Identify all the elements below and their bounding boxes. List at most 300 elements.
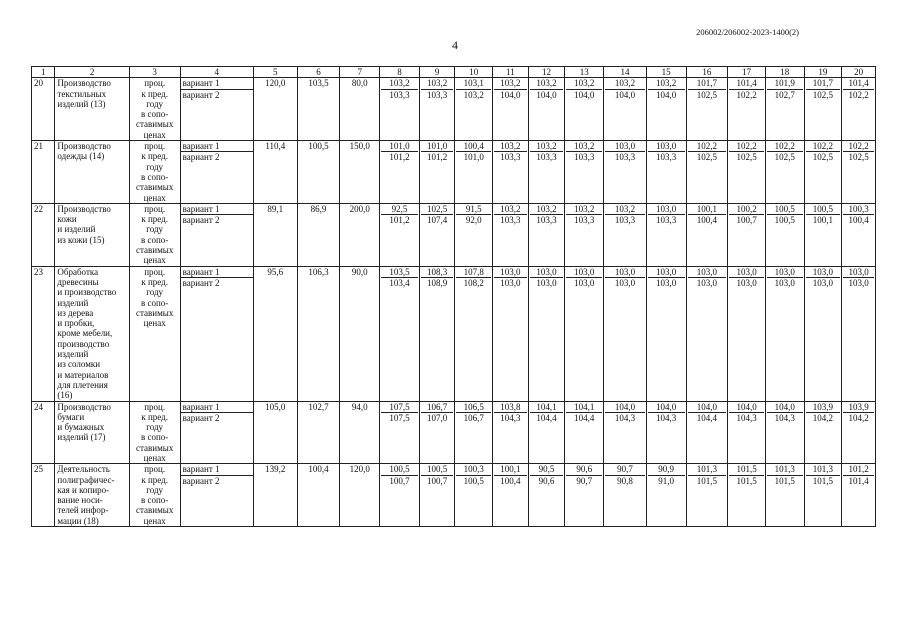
variant1-value: 103,2 <box>605 78 645 89</box>
forecast-value-cell <box>528 141 565 204</box>
variant2-value: 101,2 <box>389 215 410 226</box>
unit-line: ценах <box>143 318 166 329</box>
variant-label: вариант 2 <box>182 215 220 226</box>
forecast-value-cell <box>686 203 728 266</box>
column-number: 10 <box>455 67 493 78</box>
forecast-value-cell <box>646 464 686 527</box>
unit-line: ценах <box>143 192 166 203</box>
variant2-value: 103,0 <box>574 277 595 288</box>
forecast-value-cell <box>604 141 647 204</box>
column-number: 17 <box>728 67 766 78</box>
unit-line: ставимых <box>135 307 174 318</box>
forecast-value-cell <box>419 203 455 266</box>
indicator-name-line: и пробки, <box>57 318 95 329</box>
variant2-value: 100,4 <box>500 475 521 486</box>
variant1-value: 101,3 <box>767 464 803 475</box>
variant2-value: 101,2 <box>389 152 410 163</box>
indicator-name <box>55 203 129 266</box>
variant1-value: 103,2 <box>530 78 564 89</box>
variant1-value: 102,2 <box>729 141 764 152</box>
column-number: 16 <box>686 67 728 78</box>
variant1-value: 101,3 <box>688 464 727 475</box>
variant1-value: 106,5 <box>456 402 491 413</box>
indicator-name <box>55 78 129 141</box>
variant-labels <box>180 141 253 204</box>
unit-line: ценах <box>143 515 166 526</box>
variant2-value: 103,3 <box>500 215 521 226</box>
variant1-value: 103,2 <box>530 204 564 215</box>
indicator-name-line: Деятельность <box>57 464 110 475</box>
column-number: 12 <box>528 67 565 78</box>
column-number: 7 <box>340 67 380 78</box>
indicator-name <box>55 266 129 401</box>
unit-line: году <box>146 484 164 495</box>
variant2-value: 101,5 <box>736 475 757 486</box>
variant1-value: 103,0 <box>729 267 764 278</box>
forecast-value-cell <box>804 464 842 527</box>
variant1-value: 103,0 <box>605 141 645 152</box>
unit-of-measure <box>129 401 180 464</box>
variant1-value: 100,5 <box>806 204 841 215</box>
forecast-value-cell <box>842 464 876 527</box>
variant1-value: 103,5 <box>381 267 418 278</box>
variant1-value: 100,3 <box>843 204 874 215</box>
variant1-value: 104,0 <box>729 402 764 413</box>
table-row <box>32 78 876 141</box>
variant2-value: 102,5 <box>696 152 717 163</box>
forecast-value-cell <box>804 401 842 464</box>
variant2-value: 104,2 <box>812 412 834 423</box>
forecast-value-cell <box>565 203 604 266</box>
unit-line: в сопо- <box>141 432 169 443</box>
variant1-value: 104,0 <box>605 402 645 413</box>
value-c7: 200,0 <box>340 203 380 266</box>
forecast-value-cell <box>686 141 728 204</box>
variant2-value: 103,0 <box>736 277 757 288</box>
row-number: 21 <box>32 141 55 204</box>
variant2-value: 104,0 <box>574 89 595 100</box>
variant1-value: 102,2 <box>806 141 841 152</box>
variant1-value: 103,2 <box>494 204 527 215</box>
forecast-value-cell <box>419 141 455 204</box>
variant1-value: 103,0 <box>806 267 841 278</box>
forecast-value-cell <box>528 78 565 141</box>
forecast-value-cell <box>604 266 647 401</box>
forecast-value-cell <box>765 464 804 527</box>
forecast-value-cell <box>842 203 876 266</box>
unit-line: году <box>146 224 164 235</box>
variant1-value: 107,5 <box>381 402 418 413</box>
column-number: 4 <box>180 67 253 78</box>
unit-line: проц. <box>144 464 166 475</box>
indicator-name-line: для плетения <box>57 379 108 390</box>
variant-label: вариант 2 <box>182 152 220 163</box>
unit-line: в сопо- <box>141 171 169 182</box>
variant2-value: 103,4 <box>389 277 410 288</box>
forecast-value-cell <box>419 464 455 527</box>
variant1-value: 102,5 <box>421 204 454 215</box>
variant1-value: 103,2 <box>530 141 564 152</box>
table-row <box>32 141 876 204</box>
variant-labels <box>180 78 253 141</box>
variant1-value: 102,2 <box>767 141 803 152</box>
forecast-value-cell <box>419 266 455 401</box>
unit-of-measure <box>129 78 180 141</box>
unit-line: ставимых <box>135 182 174 193</box>
variant2-value: 103,2 <box>463 89 484 100</box>
variant2-value: 107,4 <box>427 215 448 226</box>
variant1-value: 103,2 <box>566 204 602 215</box>
indicator-name-line: Производство <box>57 78 111 89</box>
unit-line: проц. <box>144 78 166 89</box>
variant2-value: 90,6 <box>538 475 555 486</box>
forecast-value-cell <box>804 78 842 141</box>
forecast-value-cell <box>528 266 565 401</box>
variant2-value: 103,3 <box>574 215 595 226</box>
variant2-value: 100,4 <box>696 215 717 226</box>
variant2-value: 103,3 <box>656 215 677 226</box>
forecast-value-cell <box>455 78 493 141</box>
variant2-value: 104,4 <box>696 412 717 423</box>
column-number: 6 <box>297 67 340 78</box>
value-c6: 86,9 <box>297 203 340 266</box>
indicator-name-line: и изделий <box>57 224 96 235</box>
forecast-value-cell <box>565 141 604 204</box>
indicator-name-line: и материалов <box>57 369 109 380</box>
unit-line: к пред. <box>141 474 168 485</box>
variant1-value: 103,0 <box>648 204 685 215</box>
table-row <box>32 203 876 266</box>
unit-line: проц. <box>144 141 166 152</box>
variant1-value: 90,6 <box>566 464 602 475</box>
variant2-value: 104,0 <box>500 89 521 100</box>
variant1-value: 101,0 <box>421 141 454 152</box>
variant1-value: 106,7 <box>421 402 454 413</box>
unit-of-measure <box>129 203 180 266</box>
column-number: 2 <box>55 67 129 78</box>
variant2-value: 101,5 <box>774 475 795 486</box>
variant1-value: 101,0 <box>381 141 418 152</box>
variant2-value: 103,3 <box>656 152 677 163</box>
forecast-value-cell <box>455 401 493 464</box>
variant1-value: 104,1 <box>530 402 564 413</box>
unit-line: ставимых <box>135 442 174 453</box>
indicator-name-line: изделий <box>57 349 89 360</box>
forecast-value-cell <box>493 78 529 141</box>
forecast-value-cell <box>804 203 842 266</box>
variant1-value: 101,7 <box>688 78 727 89</box>
value-c7: 90,0 <box>340 266 380 401</box>
variant2-value: 101,2 <box>427 152 448 163</box>
variant1-value: 103,1 <box>456 78 491 89</box>
indicator-name-line: производство <box>57 338 110 349</box>
row-number: 20 <box>32 78 55 141</box>
variant-label: вариант 2 <box>182 89 220 100</box>
variant1-value: 100,3 <box>456 464 491 475</box>
variant2-value: 102,7 <box>774 89 795 100</box>
variant1-value: 102,2 <box>688 141 727 152</box>
variant1-value: 100,2 <box>729 204 764 215</box>
variant2-value: 102,2 <box>848 89 869 100</box>
forecast-value-cell <box>565 464 604 527</box>
forecast-value-cell <box>728 464 766 527</box>
row-number: 24 <box>32 401 55 464</box>
value-c6: 106,3 <box>297 266 340 401</box>
forecast-value-cell <box>842 401 876 464</box>
value-c7: 150,0 <box>340 141 380 204</box>
variant2-value: 92,0 <box>465 215 482 226</box>
variant1-value: 103,0 <box>648 141 685 152</box>
forecast-value-cell <box>804 266 842 401</box>
forecast-value-cell <box>380 203 420 266</box>
indicator-name-line: и производство <box>57 287 117 298</box>
variant1-value: 90,5 <box>530 464 564 475</box>
variant2-value: 90,7 <box>576 475 593 486</box>
indicator-name-line: (16) <box>57 390 73 401</box>
unit-of-measure <box>129 464 180 527</box>
column-number: 14 <box>604 67 647 78</box>
forecast-value-cell <box>646 141 686 204</box>
forecast-value-cell <box>419 401 455 464</box>
indicator-name-line: древесины <box>57 276 99 287</box>
forecast-value-cell <box>565 401 604 464</box>
forecast-value-cell <box>728 78 766 141</box>
forecast-value-cell <box>728 141 766 204</box>
column-number: 11 <box>493 67 529 78</box>
variant2-value: 104,3 <box>736 412 757 423</box>
forecast-value-cell <box>380 78 420 141</box>
variant2-value: 103,3 <box>500 152 521 163</box>
variant2-value: 100,7 <box>736 215 757 226</box>
variant1-value: 101,3 <box>806 464 841 475</box>
indicator-name <box>55 401 129 464</box>
variant-labels <box>180 401 253 464</box>
indicator-name-line: Производство <box>57 401 111 412</box>
unit-of-measure <box>129 141 180 204</box>
unit-line: к пред. <box>141 88 168 99</box>
forecast-value-cell <box>565 266 604 401</box>
forecast-value-cell <box>493 464 529 527</box>
forecast-value-cell <box>765 141 804 204</box>
variant2-value: 103,3 <box>574 152 595 163</box>
variant2-value: 103,0 <box>614 277 636 288</box>
column-number: 19 <box>804 67 842 78</box>
variant2-value: 100,1 <box>812 215 834 226</box>
variant1-value: 100,5 <box>767 204 803 215</box>
indicator-name <box>55 141 129 204</box>
variant1-value: 103,0 <box>566 267 602 278</box>
indicator-name-line: телей инфор- <box>57 505 109 516</box>
forecast-value-cell <box>646 401 686 464</box>
forecast-value-cell <box>565 78 604 141</box>
variant-label: вариант 1 <box>181 464 253 475</box>
indicator-name-line: Обработка <box>57 266 99 277</box>
unit-line: году <box>146 98 164 109</box>
variant2-value: 103,3 <box>614 215 636 226</box>
indicator-name-line: из кожи (15) <box>57 234 105 245</box>
column-number: 13 <box>565 67 604 78</box>
column-number-row <box>32 67 876 78</box>
unit-line: в сопо- <box>141 109 169 120</box>
forecast-value-cell <box>455 141 493 204</box>
variant2-value: 103,3 <box>614 152 636 163</box>
variant2-value: 100,5 <box>774 215 795 226</box>
forecast-value-cell <box>728 401 766 464</box>
variant2-value: 103,0 <box>656 277 677 288</box>
variant1-value: 100,1 <box>688 204 727 215</box>
forecast-value-cell <box>686 464 728 527</box>
value-c5: 105,0 <box>253 401 297 464</box>
column-number: 3 <box>129 67 180 78</box>
indicator-name-line: изделий (13) <box>57 98 106 109</box>
variant1-value: 100,1 <box>494 464 527 475</box>
unit-line: проц. <box>144 401 166 412</box>
variant2-value: 108,2 <box>463 277 484 288</box>
variant2-value: 102,5 <box>696 89 717 100</box>
variant2-value: 104,2 <box>848 412 869 423</box>
indicator-name-line: полиграфичес- <box>57 474 115 485</box>
forecast-value-cell <box>842 78 876 141</box>
variant2-value: 102,5 <box>774 152 795 163</box>
variant-labels <box>180 266 253 401</box>
value-c5: 89,1 <box>253 203 297 266</box>
variant-label: вариант 1 <box>181 267 253 278</box>
unit-line: в сопо- <box>141 297 169 308</box>
value-c6: 103,5 <box>297 78 340 141</box>
column-number: 8 <box>380 67 420 78</box>
unit-line: ставимых <box>135 119 174 130</box>
unit-line: ценах <box>143 255 166 266</box>
indicator-name-line: текстильных <box>57 88 107 99</box>
variant2-value: 90,8 <box>617 475 633 486</box>
variant2-value: 103,0 <box>848 277 869 288</box>
variant1-value: 90,9 <box>648 464 685 475</box>
forecast-value-cell <box>728 266 766 401</box>
variant1-value: 101,7 <box>806 78 841 89</box>
indicator-name-line: бумаги <box>57 411 85 422</box>
value-c6: 102,7 <box>297 401 340 464</box>
variant-labels <box>180 464 253 527</box>
indicator-name-line: Производство <box>57 203 111 214</box>
forecast-value-cell <box>493 401 529 464</box>
forecast-value-cell <box>765 266 804 401</box>
unit-of-measure <box>129 266 180 401</box>
variant1-value: 101,4 <box>843 78 874 89</box>
unit-line: к пред. <box>141 411 168 422</box>
forecast-table <box>31 66 876 527</box>
value-c5: 95,6 <box>253 266 297 401</box>
forecast-value-cell <box>380 464 420 527</box>
forecast-value-cell <box>380 266 420 401</box>
value-c6: 100,5 <box>297 141 340 204</box>
forecast-value-cell <box>604 401 647 464</box>
column-number: 9 <box>419 67 455 78</box>
forecast-value-cell <box>842 266 876 401</box>
variant2-value: 103,0 <box>536 277 557 288</box>
variant1-value: 103,9 <box>843 402 874 413</box>
forecast-value-cell <box>646 266 686 401</box>
variant1-value: 103,8 <box>494 402 527 413</box>
variant1-value: 104,0 <box>688 402 727 413</box>
unit-line: в сопо- <box>141 495 169 506</box>
table-row <box>32 464 876 527</box>
variant1-value: 103,2 <box>494 78 527 89</box>
forecast-value-cell <box>419 78 455 141</box>
variant-label: вариант 1 <box>181 78 253 89</box>
variant2-value: 104,0 <box>656 89 677 100</box>
row-number: 22 <box>32 203 55 266</box>
variant-label: вариант 2 <box>182 475 220 486</box>
variant1-value: 100,5 <box>381 464 418 475</box>
variant2-value: 108,9 <box>427 277 448 288</box>
indicator-name-line: одежды (14) <box>57 151 105 162</box>
unit-line: ценах <box>143 129 166 140</box>
variant2-value: 104,3 <box>656 412 677 423</box>
variant1-value: 104,1 <box>566 402 602 413</box>
variant1-value: 103,0 <box>530 267 564 278</box>
column-number: 1 <box>32 67 55 78</box>
page-number: 4 <box>452 38 458 52</box>
variant1-value: 103,2 <box>566 141 602 152</box>
indicator-name-line: кроме мебели, <box>57 328 113 339</box>
forecast-value-cell <box>686 78 728 141</box>
table-row <box>32 266 876 401</box>
value-c5: 110,4 <box>253 141 297 204</box>
variant2-value: 103,0 <box>774 277 795 288</box>
variant2-value: 107,5 <box>389 412 410 423</box>
variant1-value: 101,4 <box>729 78 764 89</box>
indicator-name-line: мации (18) <box>57 515 99 526</box>
unit-line: году <box>146 287 164 298</box>
forecast-value-cell <box>804 141 842 204</box>
variant2-value: 103,3 <box>536 215 557 226</box>
variant1-value: 92,5 <box>381 204 418 215</box>
variant1-value: 90,7 <box>605 464 645 475</box>
variant1-value: 104,0 <box>648 402 685 413</box>
variant2-value: 100,5 <box>463 475 484 486</box>
variant1-value: 102,2 <box>843 141 874 152</box>
indicator-name-line: кая и копиро- <box>57 484 110 495</box>
unit-line: ставимых <box>135 505 174 516</box>
indicator-name-line: вание носи- <box>57 495 103 506</box>
variant2-value: 100,7 <box>427 475 448 486</box>
forecast-value-cell <box>493 141 529 204</box>
variant1-value: 103,0 <box>648 267 685 278</box>
variant1-value: 103,0 <box>605 267 645 278</box>
variant1-value: 100,5 <box>421 464 454 475</box>
variant2-value: 101,5 <box>696 475 717 486</box>
unit-line: к пред. <box>141 214 168 225</box>
variant2-value: 103,0 <box>500 277 521 288</box>
variant1-value: 101,5 <box>729 464 764 475</box>
variant1-value: 104,0 <box>767 402 803 413</box>
value-c7: 80,0 <box>340 78 380 141</box>
variant2-value: 101,5 <box>812 475 834 486</box>
variant2-value: 100,7 <box>389 475 410 486</box>
forecast-value-cell <box>604 203 647 266</box>
variant2-value: 107,0 <box>427 412 448 423</box>
variant2-value: 102,5 <box>812 89 834 100</box>
indicator-name-line: изделий <box>57 297 89 308</box>
column-number: 20 <box>842 67 876 78</box>
indicator-name-line: из дерева <box>57 307 94 318</box>
variant2-value: 91,0 <box>658 475 675 486</box>
unit-line: году <box>146 161 164 172</box>
column-number: 18 <box>765 67 804 78</box>
variant-labels <box>180 203 253 266</box>
variant1-value: 108,3 <box>421 267 454 278</box>
variant1-value: 103,2 <box>605 204 645 215</box>
